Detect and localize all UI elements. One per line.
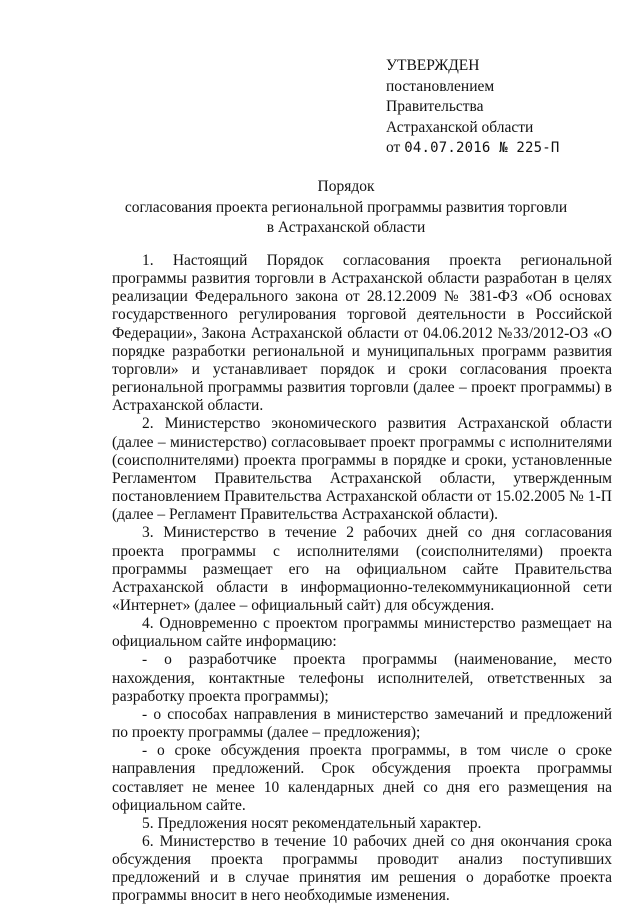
- approval-date-prefix: от: [386, 139, 401, 156]
- approval-date-line: [386, 138, 560, 159]
- paragraph-5: 5. Предложения носят рекомендательный характер.: [142, 814, 482, 832]
- paragraph-2: 2. Министерство экономического развития Астраханской области (далее – министерство) согласовывает проект программы с исполнителями (соисполнителями) проекта программы в порядке и сроки, установленные Регламентом Правительства Астраханской области, утвержденным постановлением Правительства Астраханской области от 15.02.2005 № 1-П (далее – Регламент Правительства Астраханской области).: [112, 415, 612, 524]
- paragraph-3: 3. Министерство в течение 2 рабочих дней со дня согласования проекта программы с исполнителями (соисполнителями) проекта программы размещает его на официальном сайте Правительства Астраханской области в информационно-телекоммуникационной сети «Интернет» (далее – официальный сайт) для обсуждения.: [112, 524, 612, 614]
- approval-line-1: постановлением: [386, 77, 495, 95]
- list-item-submission-methods: - о способах направления в министерство замечаний и предложений по проекту программы (далее – предложения);: [112, 705, 612, 742]
- paragraph-4: 4. Одновременно с проектом программы министерство размещает на официальном сайте информацию:: [112, 615, 612, 651]
- approval-heading: УТВЕРЖДЕН: [386, 57, 480, 74]
- list-item-discussion-term: - о сроке обсуждения проекта программы, в том числе о сроке направления предложений. Срок обсуждения проекта программы составляет не менее 10 календарных дней со дня его размещения на официальном сайте.: [112, 742, 612, 814]
- document-title: [0, 177, 640, 239]
- paragraph-6: 6. Министерство в течение 10 рабочих дней со дня окончания срока обсуждения проекта программы проводит анализ поступивших предложений и в случае принятия им решения о доработке проекта программы вносит в него необходимые изменения.: [112, 833, 612, 905]
- document-body: [112, 252, 612, 906]
- approval-line-3: Астраханской области: [386, 118, 534, 136]
- approval-block: [386, 56, 560, 159]
- list-item-developer: - о разработчике проекта программы (наименование, место нахождения, контактные телефоны исполнителей, ответственных за разработку проекта программы);: [112, 651, 612, 705]
- title-line-3: в Астраханской области: [266, 219, 426, 236]
- title-line-2: согласования проекта региональной программы развития торговли: [124, 198, 568, 216]
- approval-date-value: 04.07.2016 № 225-П: [404, 140, 560, 156]
- approval-line-2: Правительства: [386, 98, 484, 115]
- paragraph-1: 1. Настоящий Порядок согласования проекта региональной программы развития торговли в Астраханской области разработан в целях реализации Федерального закона от 28.12.2009 № 381-ФЗ «Об основах государственного регулирования торговой деятельности в Российской Федерации», Закона Астраханской области от 04.06.2012 №33/2012-ОЗ «О порядке разработки региональной и муниципальных программ развития торговли» и устанавливает порядок и сроки согласования проекта региональной программы развития торговли (далее – проект программы) в Астраханской области.: [112, 252, 612, 415]
- title-line-1: Порядок: [317, 178, 375, 195]
